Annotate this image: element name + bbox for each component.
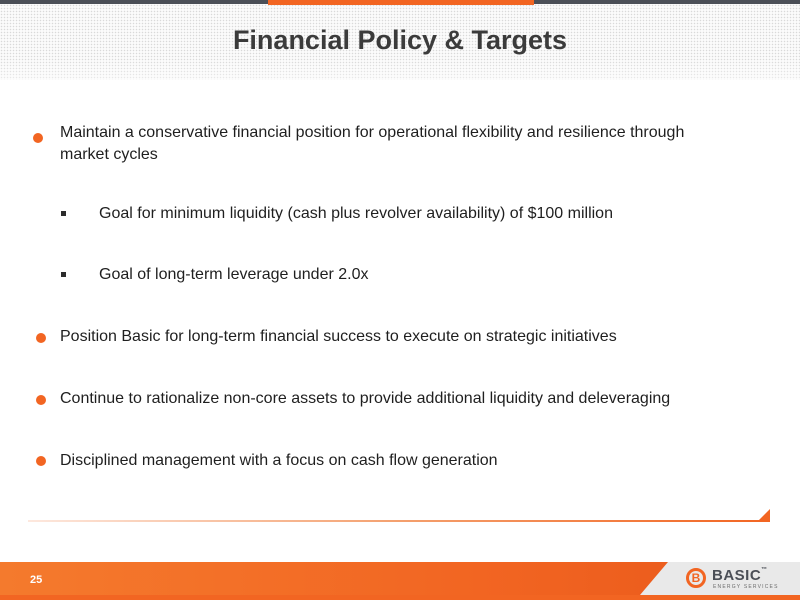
slide-title: Financial Policy & Targets — [232, 25, 568, 55]
square-bullet-icon — [61, 211, 66, 216]
header-fade — [0, 60, 800, 105]
bottom-border — [0, 595, 800, 600]
orange-bullet-icon — [36, 456, 46, 466]
sub-bullet-text: Goal of long-term leverage under 2.0x — [99, 266, 369, 283]
orange-bullet-icon — [36, 333, 46, 343]
bullet-text-continuation: market cycles — [60, 146, 158, 163]
bullet-text: Position Basic for long-term financial success to execute on strategic initiatives — [60, 328, 617, 345]
bullet-text: Continue to rationalize non-core assets to provide additional liquidity and deleveraging — [60, 390, 671, 407]
sub-bullet-text: Goal for minimum liquidity (cash plus revolver availability) of $100 million — [99, 205, 613, 222]
basic-energy-logo — [686, 567, 786, 593]
top-accent-bar — [268, 0, 534, 5]
logo-name — [712, 567, 768, 584]
logo-trademark: ™ — [761, 567, 768, 573]
logo-name-text: BASIC — [712, 567, 762, 584]
page-number: 25 — [30, 574, 43, 586]
divider-line — [28, 520, 770, 522]
logo-tagline: ENERGY SERVICES — [713, 584, 779, 590]
bullet-text: Disciplined management with a focus on cash flow generation — [60, 452, 498, 469]
orange-bullet-icon — [33, 133, 43, 143]
bullet-text: Maintain a conservative financial position for operational flexibility and resilience through — [60, 124, 685, 141]
divider-corner-triangle — [758, 509, 770, 521]
orange-bullet-icon — [36, 395, 46, 405]
square-bullet-icon — [61, 272, 66, 277]
logo-b-icon: B — [686, 568, 706, 588]
